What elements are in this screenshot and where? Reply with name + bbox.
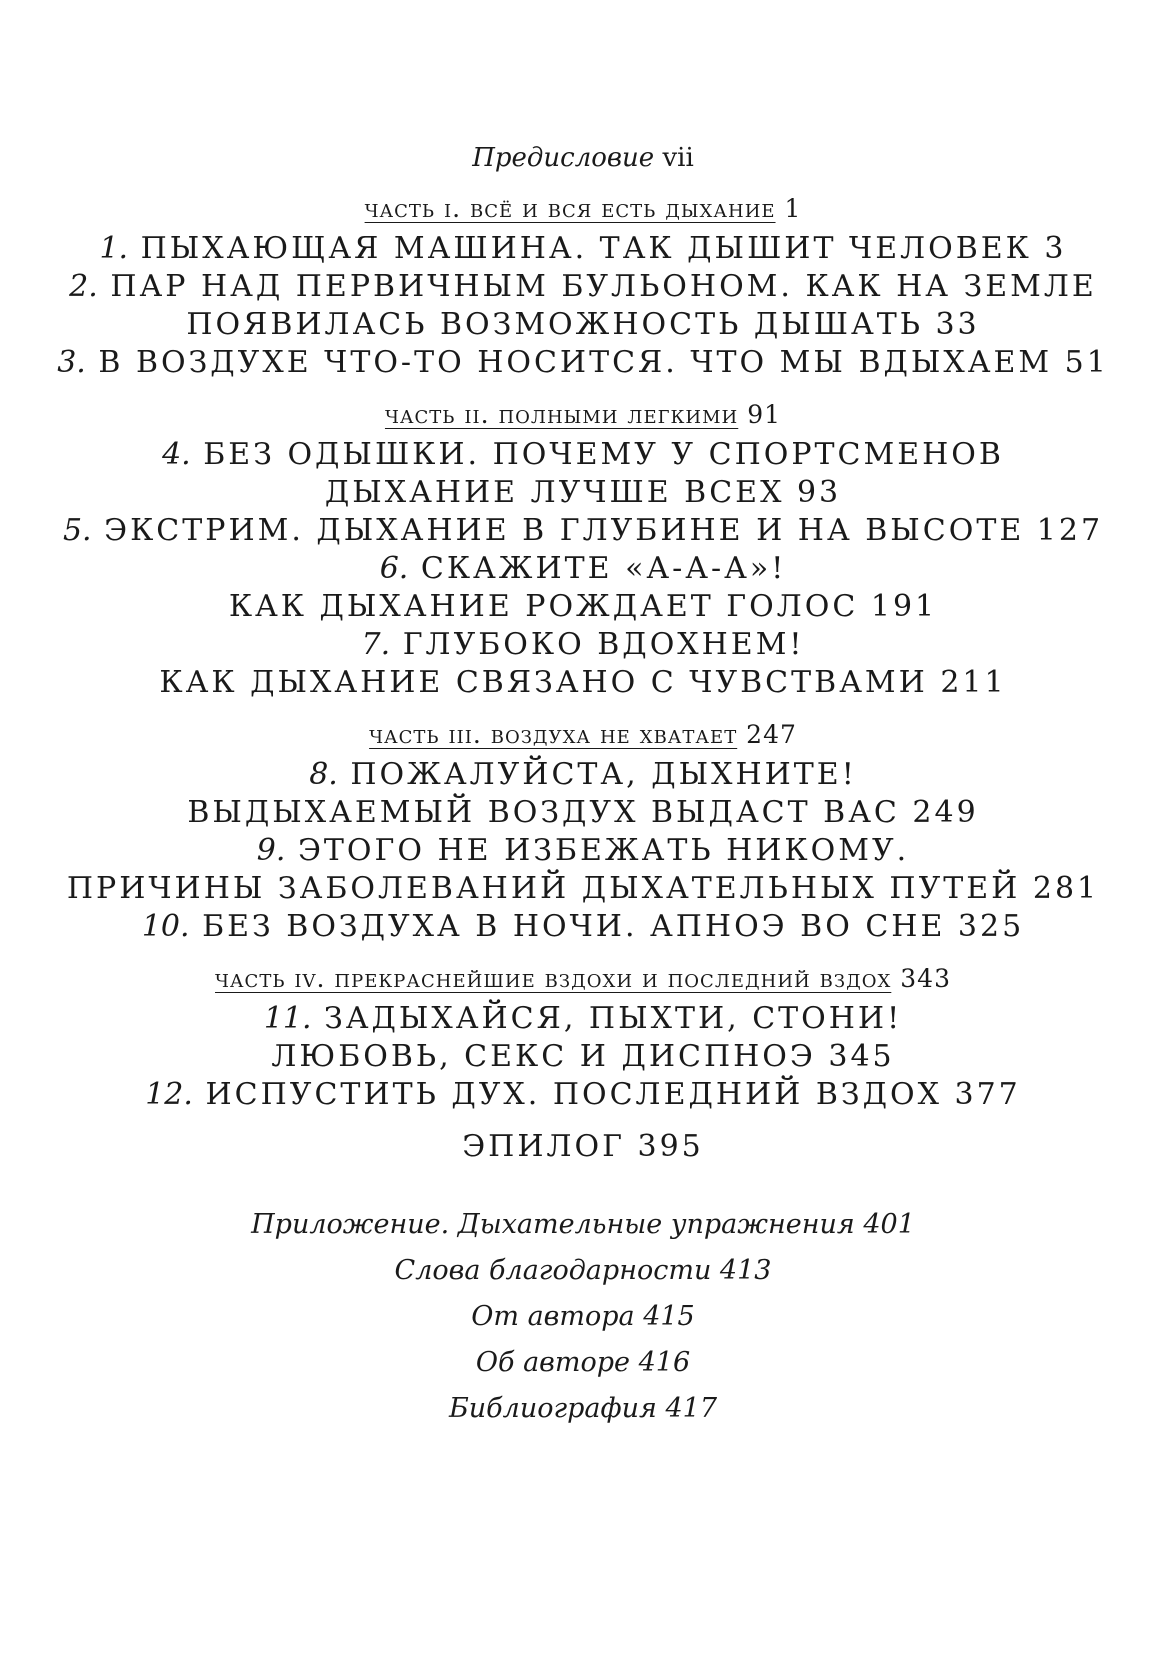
chapter-9[interactable]	[0, 832, 1166, 870]
chapter-title: ДЫХАНИЕ ЛУЧШЕ ВСЕХ 93	[324, 475, 842, 510]
chapter-4[interactable]	[0, 436, 1166, 474]
chapter-2[interactable]	[0, 268, 1166, 306]
part-heading-4[interactable]	[0, 962, 1166, 996]
chapter-12[interactable]	[0, 1076, 1166, 1114]
chapter-title: ГЛУБОКО ВДОХНЕМ!	[402, 627, 805, 662]
back-matter-list	[0, 1202, 1166, 1432]
chapter-title: КАК ДЫХАНИЕ РОЖДАЕТ ГОЛОС 191	[228, 589, 938, 624]
chapter-number: 3.	[57, 345, 86, 380]
chapter-number: 5.	[62, 513, 92, 548]
about-author-entry[interactable]: Об авторе 416	[475, 1347, 691, 1378]
chapter-6[interactable]	[0, 550, 1166, 588]
chapter-8[interactable]	[0, 756, 1166, 794]
chapter-title: ВЫДЫХАЕМЫЙ ВОЗДУХ ВЫДАСТ ВАС 249	[187, 795, 979, 830]
chapter-title: ЛЮБОВЬ, СЕКС И ДИСПНОЭ 345	[271, 1039, 895, 1074]
chapter-number: 4.	[162, 437, 191, 472]
chapter-title: КАК ДЫХАНИЕ СВЯЗАНО С ЧУВСТВАМИ 211	[159, 665, 1007, 700]
part-page: 247	[746, 720, 797, 749]
preface-page: vii	[662, 143, 694, 173]
preface-entry[interactable]	[0, 138, 1166, 178]
chapter-9-continued[interactable]	[0, 870, 1166, 908]
chapter-number: 9.	[256, 833, 286, 868]
part-label: часть i. всё и вся есть дыхание	[364, 194, 776, 223]
chapter-title: ИСПУСТИТЬ ДУХ. ПОСЛЕДНИЙ ВЗДОХ 377	[205, 1077, 1021, 1112]
chapter-number: 12.	[145, 1077, 193, 1112]
part-label: часть iv. прекраснейшие вздохи и последний вздох	[215, 964, 892, 993]
chapter-title: БЕЗ ВОЗДУХА В НОЧИ. АПНОЭ ВО СНЕ 325	[202, 909, 1025, 944]
part-label: часть ii. полными легкими	[384, 400, 739, 429]
part-page: 91	[747, 400, 782, 429]
chapter-title: ЗАДЫХАЙСЯ, ПЫХТИ, СТОНИ!	[324, 1001, 903, 1036]
chapter-title: ЭТОГО НЕ ИЗБЕЖАТЬ НИКОМУ.	[297, 833, 910, 868]
chapter-number: 2.	[69, 269, 98, 304]
part-heading-2[interactable]	[0, 398, 1166, 432]
preface-title: Предисловие	[472, 143, 655, 173]
appendix-entry[interactable]: Приложение. Дыхательные упражнения 401	[251, 1209, 915, 1240]
chapter-title: СКАЖИТЕ «А-А-А»!	[420, 551, 787, 586]
chapter-number: 8.	[309, 757, 338, 792]
chapter-number: 1.	[99, 231, 129, 266]
table-of-contents	[0, 138, 1166, 1432]
chapter-8-continued[interactable]	[0, 794, 1166, 832]
chapter-1[interactable]	[0, 230, 1166, 268]
acknowledgements-entry[interactable]: Слова благодарности 413	[394, 1255, 772, 1286]
chapter-11-continued[interactable]	[0, 1038, 1166, 1076]
chapter-title: ПАР НАД ПЕРВИЧНЫМ БУЛЬОНОМ. КАК НА ЗЕМЛЕ	[110, 269, 1097, 304]
chapter-4-continued[interactable]	[0, 474, 1166, 512]
chapter-5[interactable]	[0, 512, 1166, 550]
part-heading-3[interactable]	[0, 718, 1166, 752]
chapter-title: ЭКСТРИМ. ДЫХАНИЕ В ГЛУБИНЕ И НА ВЫСОТЕ 127	[104, 513, 1104, 548]
chapter-number: 6.	[379, 551, 409, 586]
chapter-title: ПРИЧИНЫ ЗАБОЛЕВАНИЙ ДЫХАТЕЛЬНЫХ ПУТЕЙ 281	[66, 871, 1100, 906]
from-author-entry[interactable]: От автора 415	[471, 1301, 695, 1332]
chapter-title: БЕЗ ОДЫШКИ. ПОЧЕМУ У СПОРТСМЕНОВ	[203, 437, 1004, 472]
epilogue-entry[interactable]: ЭПИЛОГ 395	[462, 1129, 704, 1164]
part-label: часть iii. воздуха не хватает	[369, 720, 738, 749]
chapter-6-continued[interactable]	[0, 588, 1166, 626]
chapter-3[interactable]	[0, 344, 1166, 382]
chapter-number: 10.	[141, 909, 190, 944]
chapter-number: 11.	[263, 1001, 312, 1036]
chapter-7-continued[interactable]	[0, 664, 1166, 702]
chapter-2-continued[interactable]	[0, 306, 1166, 344]
part-page: 1	[784, 194, 802, 223]
chapter-title: ПЫХАЮЩАЯ МАШИНА. ТАК ДЫШИТ ЧЕЛОВЕК 3	[140, 231, 1067, 266]
chapter-7[interactable]	[0, 626, 1166, 664]
chapter-title: ПОЯВИЛАСЬ ВОЗМОЖНОСТЬ ДЫШАТЬ 33	[186, 307, 980, 342]
part-page: 343	[900, 964, 951, 993]
chapter-title: ПОЖАЛУЙСТА, ДЫХНИТЕ!	[350, 757, 857, 792]
chapter-number: 7.	[361, 627, 391, 662]
bibliography-entry[interactable]: Библиография 417	[448, 1393, 718, 1424]
chapter-10[interactable]	[0, 908, 1166, 946]
chapter-title: В ВОЗДУХЕ ЧТО-ТО НОСИТСЯ. ЧТО МЫ ВДЫХАЕМ 51	[98, 345, 1109, 380]
chapter-11[interactable]	[0, 1000, 1166, 1038]
part-heading-1[interactable]	[0, 192, 1166, 226]
